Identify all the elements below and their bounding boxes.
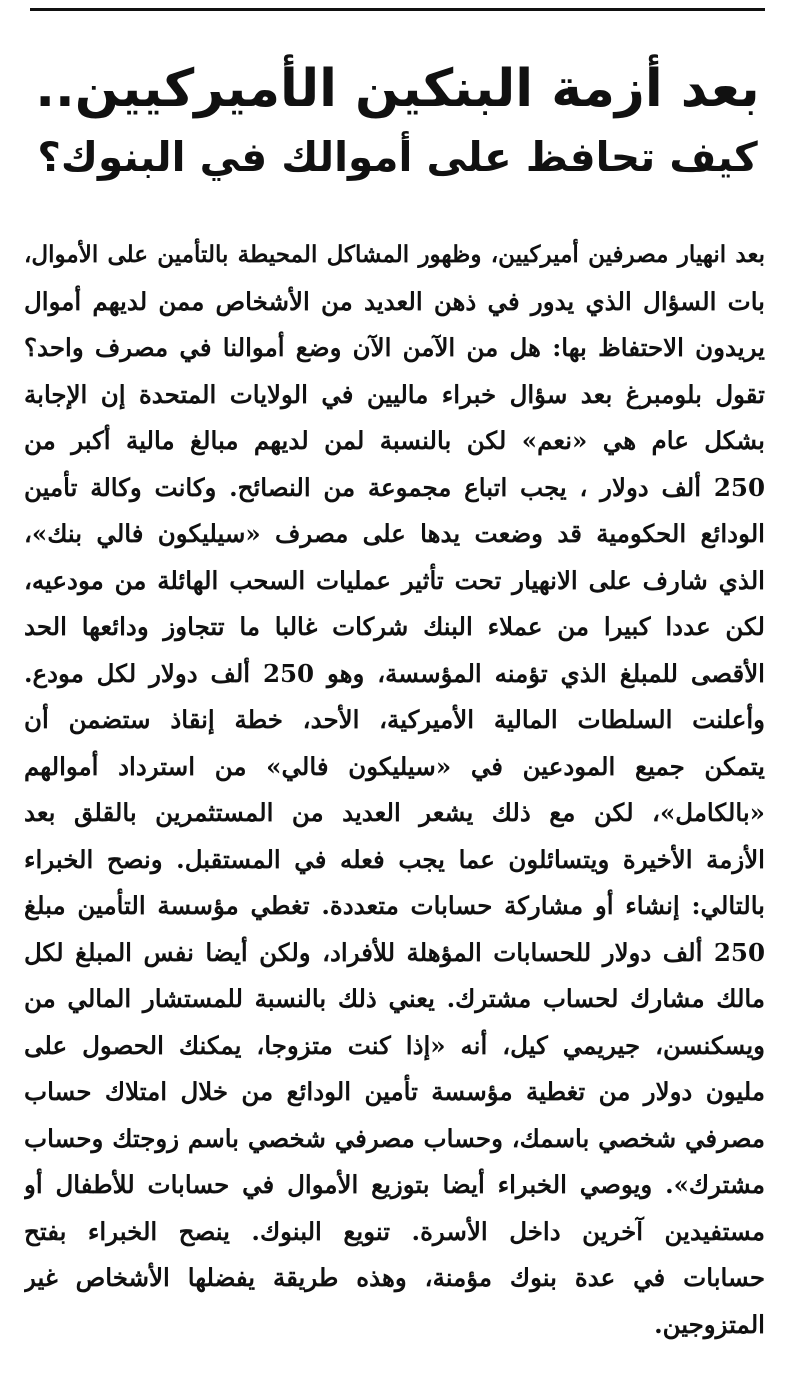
article-line: بالتالي: إنشاء أو مشاركة حسابات متعددة. تغطي مؤسسة التأمين مبلغ (24, 891, 765, 920)
article-line: حسابات في عدة بنوك مؤمنة، وهذه طريقة يفضلها الأشخاص غير (24, 1263, 765, 1292)
article-line: بات السؤال الذي يدور في ذهن العديد من الأشخاص ممن لديهم أموال (24, 286, 765, 316)
article-line: وأعلنت السلطات المالية الأميركية، الأحد، خطة إنقاذ ستضمن أن (24, 705, 765, 734)
article-line: يتمكن جميع المودعين في «سيليكون فالي» من استرداد أموالهم (24, 751, 765, 781)
top-divider (30, 8, 765, 11)
article-line: مستفيدين آخرين داخل الأسرة. تنويع البنوك. ينصح الخبراء بفتح (24, 1216, 765, 1246)
article-line: تقول بلومبرغ بعد سؤال خبراء ماليين في الولايات المتحدة إن الإجابة (24, 379, 765, 409)
article-line: الأزمة الأخيرة ويتسائلون عما يجب فعله في المستقبل. ونصح الخبراء (24, 844, 765, 874)
headline-line-2: كيف تحافظ على أموالك في البنوك؟ (37, 133, 758, 181)
article-line: ويسكنسن، جيريمي كيل، أنه «إذا كنت متزوجا، يمكنك الحصول على (24, 1030, 765, 1060)
article-line: مليون دولار من تغطية مؤسسة تأمين الودائع من خلال امتلاك حساب (24, 1077, 765, 1106)
article-line: الذي شارف على الانهيار تحت تأثير عمليات السحب الهائلة من مودعيه، (24, 565, 765, 595)
article-line: لكن عددا كبيرا من عملاء البنك شركات غالبا ما تتجاوز ودائعها الحد (24, 612, 765, 641)
article-line: بشكل عام هي «نعم» لكن بالنسبة لمن لديهم مبالغ مالية أكبر من (24, 426, 765, 455)
article-line: مصرفي شخصي باسمك، وحساب مصرفي شخصي باسم زوجتك وحساب (24, 1123, 765, 1153)
article-line: «بالكامل»، لكن مع ذلك يشعر العديد من المستثمرين بالقلق بعد (24, 798, 765, 827)
article-line: مشترك». ويوصي الخبراء أيضا بتوزيع الأموال في حسابات للأطفال أو (24, 1170, 765, 1199)
article-body (24, 232, 765, 1348)
article-line: 250 ألف دولار للحسابات المؤهلة للأفراد، ولكن أيضا نفس المبلغ لكل (24, 937, 765, 967)
headline (34, 55, 761, 191)
article-line: المتزوجين. (654, 1309, 765, 1339)
article-line: 250 ألف دولار ، يجب اتباع مجموعة من النصائح. وكانت وكالة تأمين (24, 472, 765, 502)
article-line: الأقصى للمبلغ الذي تؤمنه المؤسسة، وهو 250 ألف دولار لكل مودع. (24, 658, 765, 688)
article-line: بعد انهيار مصرفين أميركيين، وظهور المشاكل المحيطة بالتأمين على الأموال، (24, 241, 765, 268)
article-line: الودائع الحكومية قد وضعت يدها على مصرف «سيليكون فالي بنك»، (24, 519, 765, 548)
article-line: مالك مشارك لحساب مشترك. يعني ذلك بالنسبة للمستشار المالي من (24, 984, 765, 1013)
headline-line-1: بعد أزمة البنكين الأميركيين.. (35, 59, 760, 119)
article-line: يريدون الاحتفاظ بها: هل من الآمن الآن وضع أموالنا في مصرف واحد؟ (24, 333, 765, 362)
